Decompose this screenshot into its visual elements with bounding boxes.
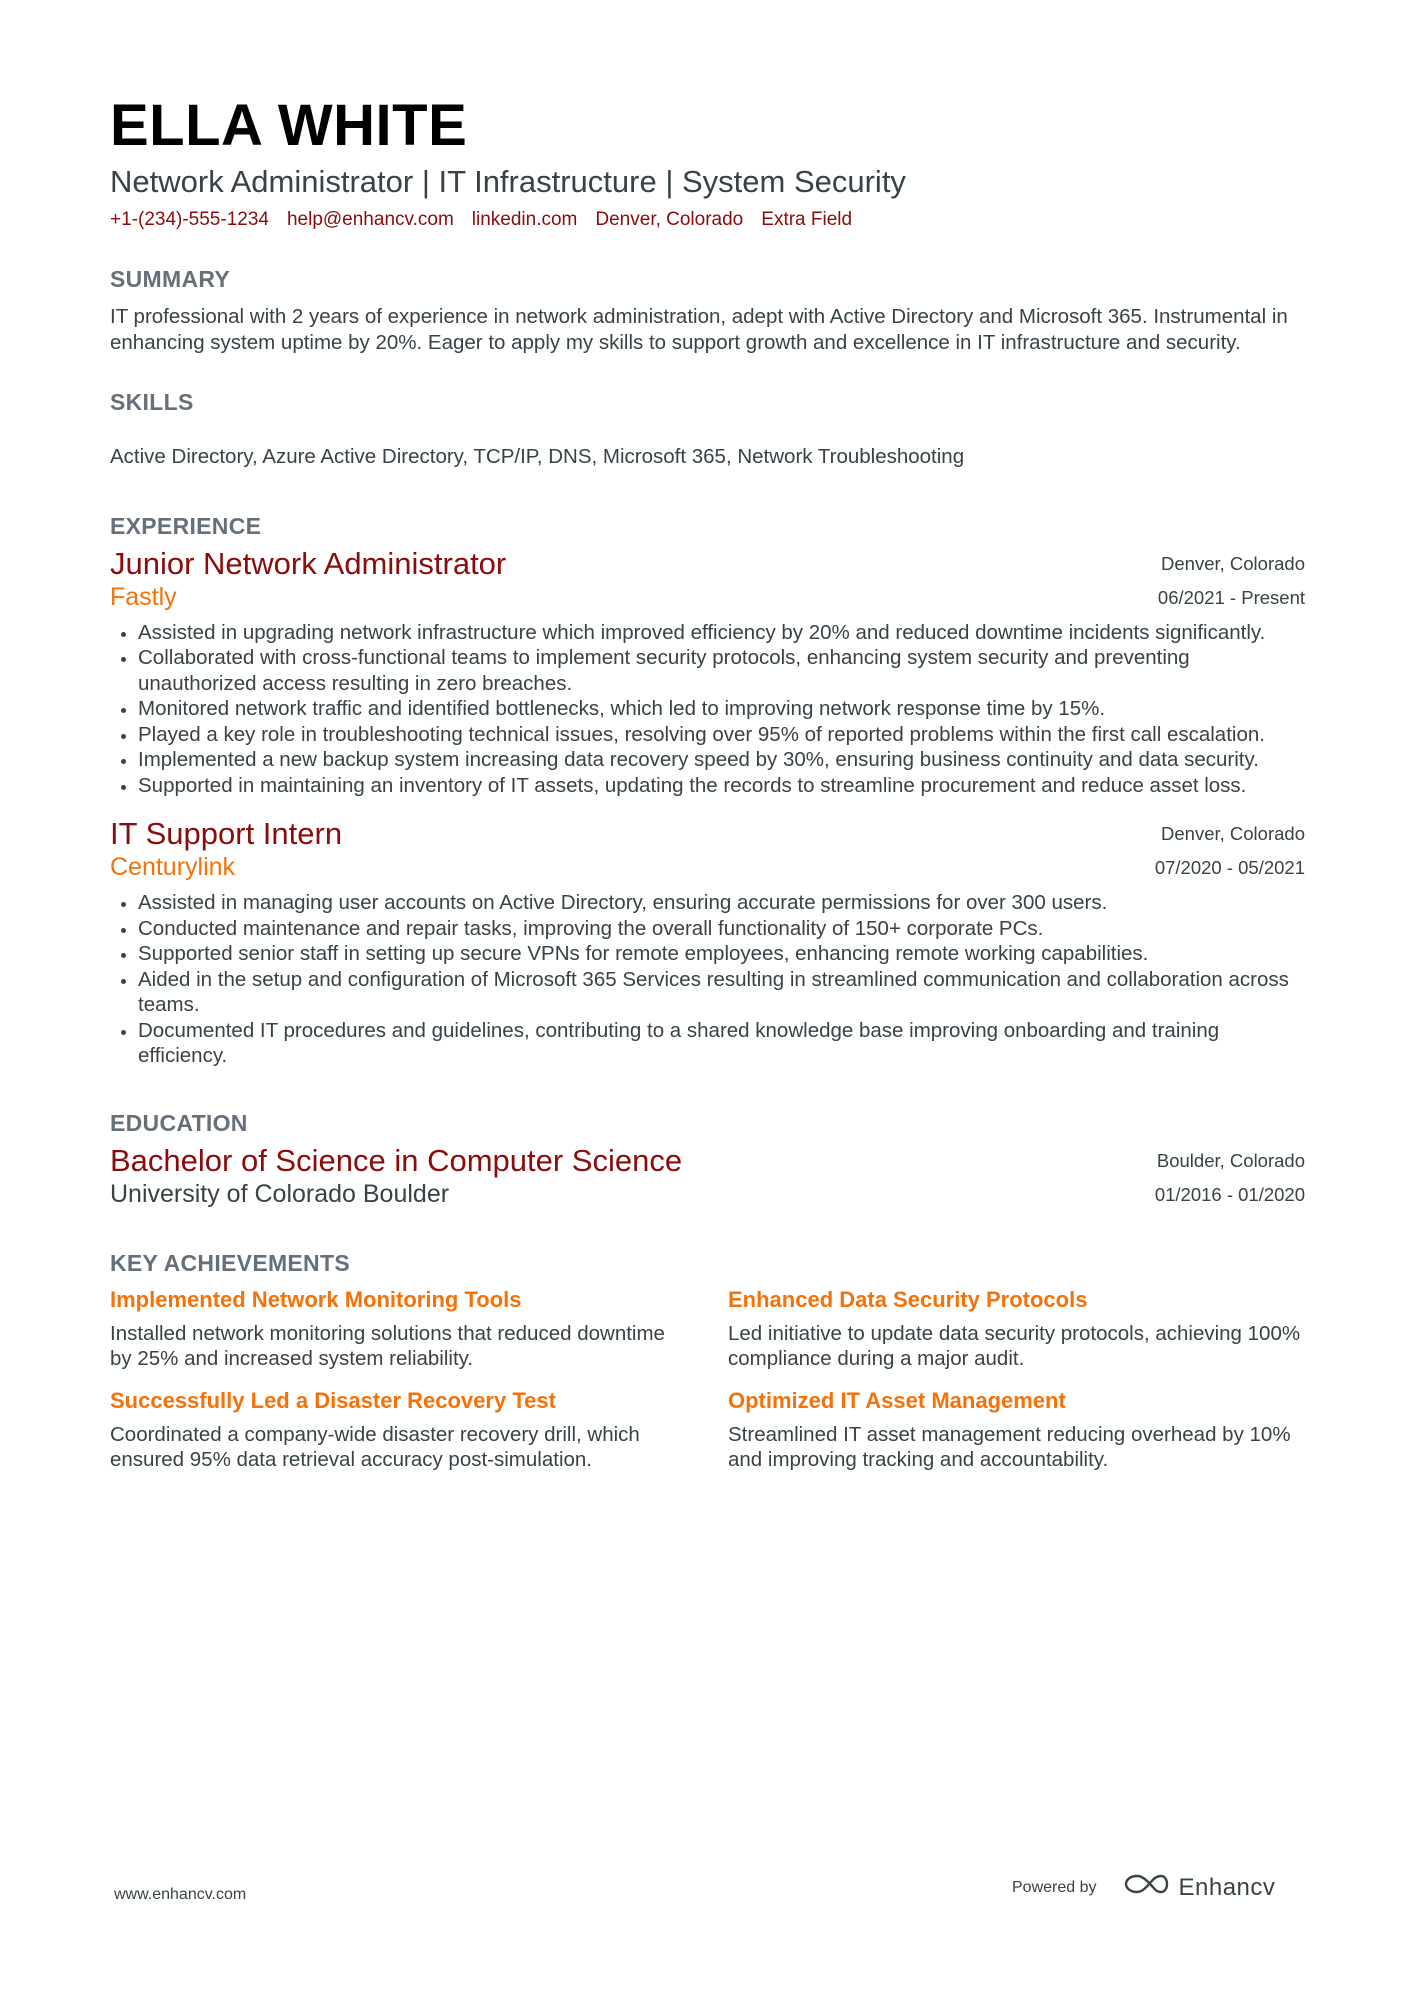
education-section (110, 1109, 1305, 1213)
education-school: University of Colorado Boulder (110, 1179, 450, 1208)
job-header (110, 816, 1305, 886)
achievements-title: KEY ACHIEVEMENTS (110, 1249, 350, 1276)
job-meta (1158, 546, 1305, 616)
list-item: • Conducted maintenance and repair tasks, improving the overall functionality of 150+ corporate PCs. (138, 916, 1305, 942)
summary-section (110, 265, 1305, 355)
achievement-desc: Coordinated a company-wide disaster recovery drill, which ensured 95% data retrieval accuracy post-simulation. (110, 1422, 640, 1471)
job-role: Junior Network Administrator (110, 545, 507, 581)
education-titles (110, 1143, 682, 1213)
summary-text: IT professional with 2 years of experience in network administration, adept with Active Directory and Microsoft 365. Instrumental in enhancing system uptime by 20%. Eager to apply my skills to support growth and excellence in IT infrastructure and security. (110, 305, 1288, 354)
list-item: • Implemented a new backup system increasing data recovery speed by 30%, ensuring business continuity and data security. (138, 747, 1305, 773)
contact-linkedin[interactable]: linkedin.com (471, 209, 578, 230)
list-item: • Collaborated with cross-functional teams to implement security protocols, enhancing system security and preventing unauthorized access resulting in zero breaches. (138, 645, 1305, 696)
list-item: • Assisted in upgrading network infrastructure which improved efficiency by 20% and reduced downtime incidents significantly. (138, 620, 1305, 646)
contact-email[interactable]: help@enhancv.com (286, 209, 454, 230)
achievement-title: Successfully Led a Disaster Recovery Test (110, 1387, 556, 1413)
job-entry (110, 546, 1305, 799)
job-company: Centurylink (110, 853, 236, 881)
achievement-item (728, 1285, 1308, 1372)
achievement-desc: Installed network monitoring solutions that reduced downtime by 25% and increased system reliability. (110, 1321, 665, 1370)
education-dates: 01/2016 - 01/2020 (1154, 1183, 1305, 1205)
candidate-name: ELLA WHITE (110, 93, 468, 158)
experience-title: EXPERIENCE (110, 512, 262, 539)
contact-info (110, 208, 1305, 232)
contact-extra: Extra Field (761, 209, 853, 230)
achievement-desc: Led initiative to update data security protocols, achieving 100% compliance during a major audit. (728, 1321, 1301, 1370)
education-header (110, 1143, 1305, 1213)
education-title: EDUCATION (110, 1109, 248, 1136)
job-location: Denver, Colorado (1161, 552, 1305, 574)
achievement-title: Implemented Network Monitoring Tools (110, 1286, 522, 1312)
achievement-desc: Streamlined IT asset management reducing overhead by 10% and improving tracking and accountability. (728, 1422, 1291, 1471)
footer-website[interactable]: www.enhancv.com (114, 1886, 247, 1903)
education-location: Boulder, Colorado (1156, 1149, 1305, 1171)
job-entry (110, 816, 1305, 1069)
job-role: IT Support Intern (110, 816, 343, 851)
list-item: • Aided in the setup and configuration of Microsoft 365 Services resulting in streamlined communication and collaboration across teams. (138, 967, 1305, 1018)
list-item: • Documented IT procedures and guidelines, contributing to a shared knowledge base improving onboarding and training efficiency. (138, 1018, 1305, 1069)
brand-name: Enhancv (1178, 1873, 1276, 1901)
job-titles (110, 546, 506, 616)
resume-header (110, 92, 1305, 232)
job-meta (1155, 816, 1305, 886)
job-company: Fastly (110, 582, 177, 611)
resume-content (110, 92, 1305, 1473)
brand-logo[interactable] (1123, 1872, 1276, 1903)
job-bullets (110, 620, 1305, 799)
job-location: Denver, Colorado (1161, 823, 1305, 844)
skills-text: Active Directory, Azure Active Directory, TCP/IP, DNS, Microsoft 365, Network Troubleshooting (110, 445, 965, 468)
achievements-grid (110, 1285, 1305, 1473)
summary-title: SUMMARY (110, 266, 231, 292)
list-item: • Supported in maintaining an inventory of IT assets, updating the records to streamline procurement and reduce asset loss. (138, 773, 1305, 799)
job-dates: 06/2021 - Present (1157, 586, 1305, 608)
education-degree: Bachelor of Science in Computer Science (110, 1142, 683, 1178)
achievement-title: Optimized IT Asset Management (728, 1387, 1066, 1413)
job-dates: 07/2020 - 05/2021 (1154, 857, 1305, 878)
achievement-item (728, 1386, 1308, 1473)
achievements-section (110, 1249, 1305, 1473)
achievement-item (110, 1285, 670, 1372)
footer-branding (1012, 1872, 1275, 1903)
list-item: • Played a key role in troubleshooting technical issues, resolving over 95% of reported problems within the first call escalation. (138, 722, 1305, 748)
education-meta (1155, 1143, 1305, 1213)
list-item: • Assisted in managing user accounts on Active Directory, ensuring accurate permissions for over 300 users. (138, 890, 1305, 916)
job-titles (110, 816, 342, 886)
job-header (110, 546, 1305, 616)
list-item: • Monitored network traffic and identified bottlenecks, which led to improving network response time by 15%. (138, 696, 1305, 722)
enhancv-logo-icon (1123, 1872, 1169, 1903)
achievement-title: Enhanced Data Security Protocols (728, 1286, 1088, 1312)
skills-section (110, 388, 1305, 470)
candidate-headline: Network Administrator | IT Infrastructure | System Security (110, 164, 906, 199)
contact-location: Denver, Colorado (595, 209, 744, 230)
job-bullets (110, 890, 1305, 1069)
experience-section (110, 512, 1305, 1069)
achievement-item (110, 1386, 670, 1473)
list-item: • Supported senior staff in setting up secure VPNs for remote employees, enhancing remote working capabilities. (138, 941, 1305, 967)
skills-title: SKILLS (110, 389, 194, 415)
contact-phone[interactable]: +1-(234)-555-1234 (110, 209, 269, 230)
powered-by-label: Powered by (1012, 1878, 1097, 1896)
